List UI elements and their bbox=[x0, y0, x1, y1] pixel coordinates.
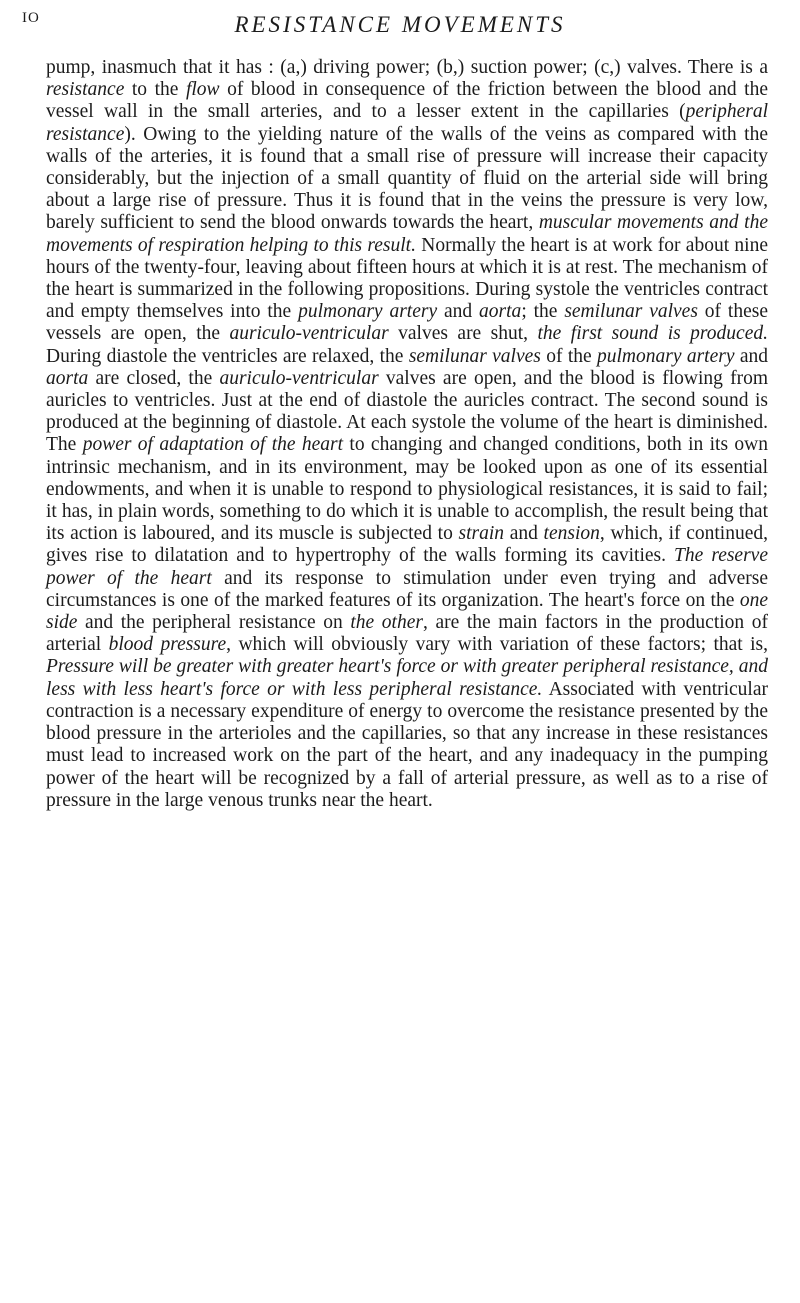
italic-run: one side bbox=[46, 589, 768, 634]
text-run: and bbox=[734, 345, 768, 367]
text-run: , are the main factors in the production of arterial bbox=[46, 612, 769, 656]
text-run: valves are shut, bbox=[388, 323, 538, 345]
running-head: RESISTANCE MOVEMENTS bbox=[234, 12, 566, 37]
text-run: of these vessels are open, the bbox=[46, 301, 768, 345]
text-run: During diastole the ventricles are relaxed, the bbox=[46, 345, 409, 367]
text-run: are closed, the bbox=[88, 367, 220, 389]
text-run: ; the bbox=[521, 301, 565, 323]
italic-run: the other bbox=[350, 612, 423, 634]
text-run: Associated with ventricular contraction is a necessary expenditure of energy to overcome the resistance presented by the blood pressure in the arterioles and the capillaries, so that any increase in these resistances must lead to increased work on the part of the heart, and any inadequacy in the pumping power of the heart will be recognized by a fall of arterial pressure, as well as to a rise of pressure in the large venous trunks near the heart. bbox=[46, 678, 768, 811]
italic-run: blood pressure bbox=[108, 634, 227, 656]
text-run: of blood in consequence of the friction between the blood and the vessel wall in the small arteries, and to a lesser extent in the capillaries ( bbox=[46, 79, 768, 123]
text-run: and its response to stimulation under even trying and adverse circumstances is one of the marked features of its organization. The heart's force on the bbox=[46, 567, 768, 611]
italic-run: resistance bbox=[46, 79, 125, 101]
italic-run: semilunar valves bbox=[564, 301, 698, 323]
italic-run: aorta bbox=[46, 367, 89, 389]
italic-run: auriculo-ventricular bbox=[229, 323, 389, 345]
italic-run: power of adaptation of the heart bbox=[82, 434, 344, 456]
italic-run: The reserve power of the heart bbox=[46, 545, 768, 589]
text-run: ). Owing to the yielding nature of the walls of the veins as compared with the walls of the arteries, it is found that a small rise of pressure will increase their capacity considerably, but the injection of a small quantity of fluid on the arterial side will bring about a large rise of pressure. Thus it is found that in the veins the pressure is very low, barely sufficient to send the blood onwards towards the heart, bbox=[46, 123, 768, 234]
italic-run: tension bbox=[543, 523, 600, 545]
italic-run: peripheral resistance bbox=[46, 101, 768, 145]
text-run: Normally the heart is at work for about nine hours of the twenty-four, leaving about fifteen hours at which it is at rest. The mechanism of the heart is summarized in the following propositions. During systole the ventricles contract and empty themselves into the bbox=[46, 234, 768, 323]
italic-run: the first sound is produced. bbox=[537, 323, 768, 345]
italic-run: muscular movements and the movements of respiration helping to this result. bbox=[46, 212, 768, 256]
italic-run: semilunar valves bbox=[408, 345, 541, 367]
text-run: pump, inasmuch that it has : (a,) driving power; (b,) suction power; (c,) valves. There is a bbox=[46, 57, 768, 78]
text-run: and bbox=[437, 301, 480, 323]
page-number: IO bbox=[22, 10, 40, 26]
italic-run: strain bbox=[458, 523, 505, 545]
text-run: to changing and changed conditions, both in its own intrinsic mechanism, and in its environment, may be looked upon as one of its essential endowments, and when it is unable to respond to physiological resistances, it is said to fail; it has, in plain words, something to do which it is unable to accomplish, the result being that its action is laboured, and its muscle is subjected to bbox=[46, 434, 768, 545]
text-run: and bbox=[504, 523, 544, 545]
italic-run: auriculo-ventricular bbox=[219, 367, 379, 389]
italic-run: Pressure will be greater with greater heart's force or with greater peripheral resistance, and less with less heart's force or with less peripheral resistance. bbox=[46, 656, 768, 700]
text-run: and the peripheral resistance on bbox=[77, 612, 351, 634]
body-paragraph bbox=[46, 57, 768, 812]
italic-run: pulmonary artery bbox=[597, 345, 735, 367]
italic-run: aorta bbox=[479, 301, 522, 323]
text-run: to the bbox=[124, 79, 186, 101]
italic-run: pulmonary artery bbox=[298, 301, 438, 323]
italic-run: flow bbox=[185, 79, 220, 101]
text-run: , which will obviously vary with variation of these factors; that is, bbox=[226, 634, 768, 656]
text-run: valves are open, and the blood is flowing from auricles to ventricles. Just at the end of diastole the auricles contract. The second sound is produced at the beginning of diastole. At each systole the volume of the heart is diminished. The bbox=[46, 367, 768, 456]
text-run: of the bbox=[540, 345, 597, 367]
text-run: , which, if continued, gives rise to dilatation and to hypertrophy of the walls forming its cavities. bbox=[46, 523, 768, 567]
